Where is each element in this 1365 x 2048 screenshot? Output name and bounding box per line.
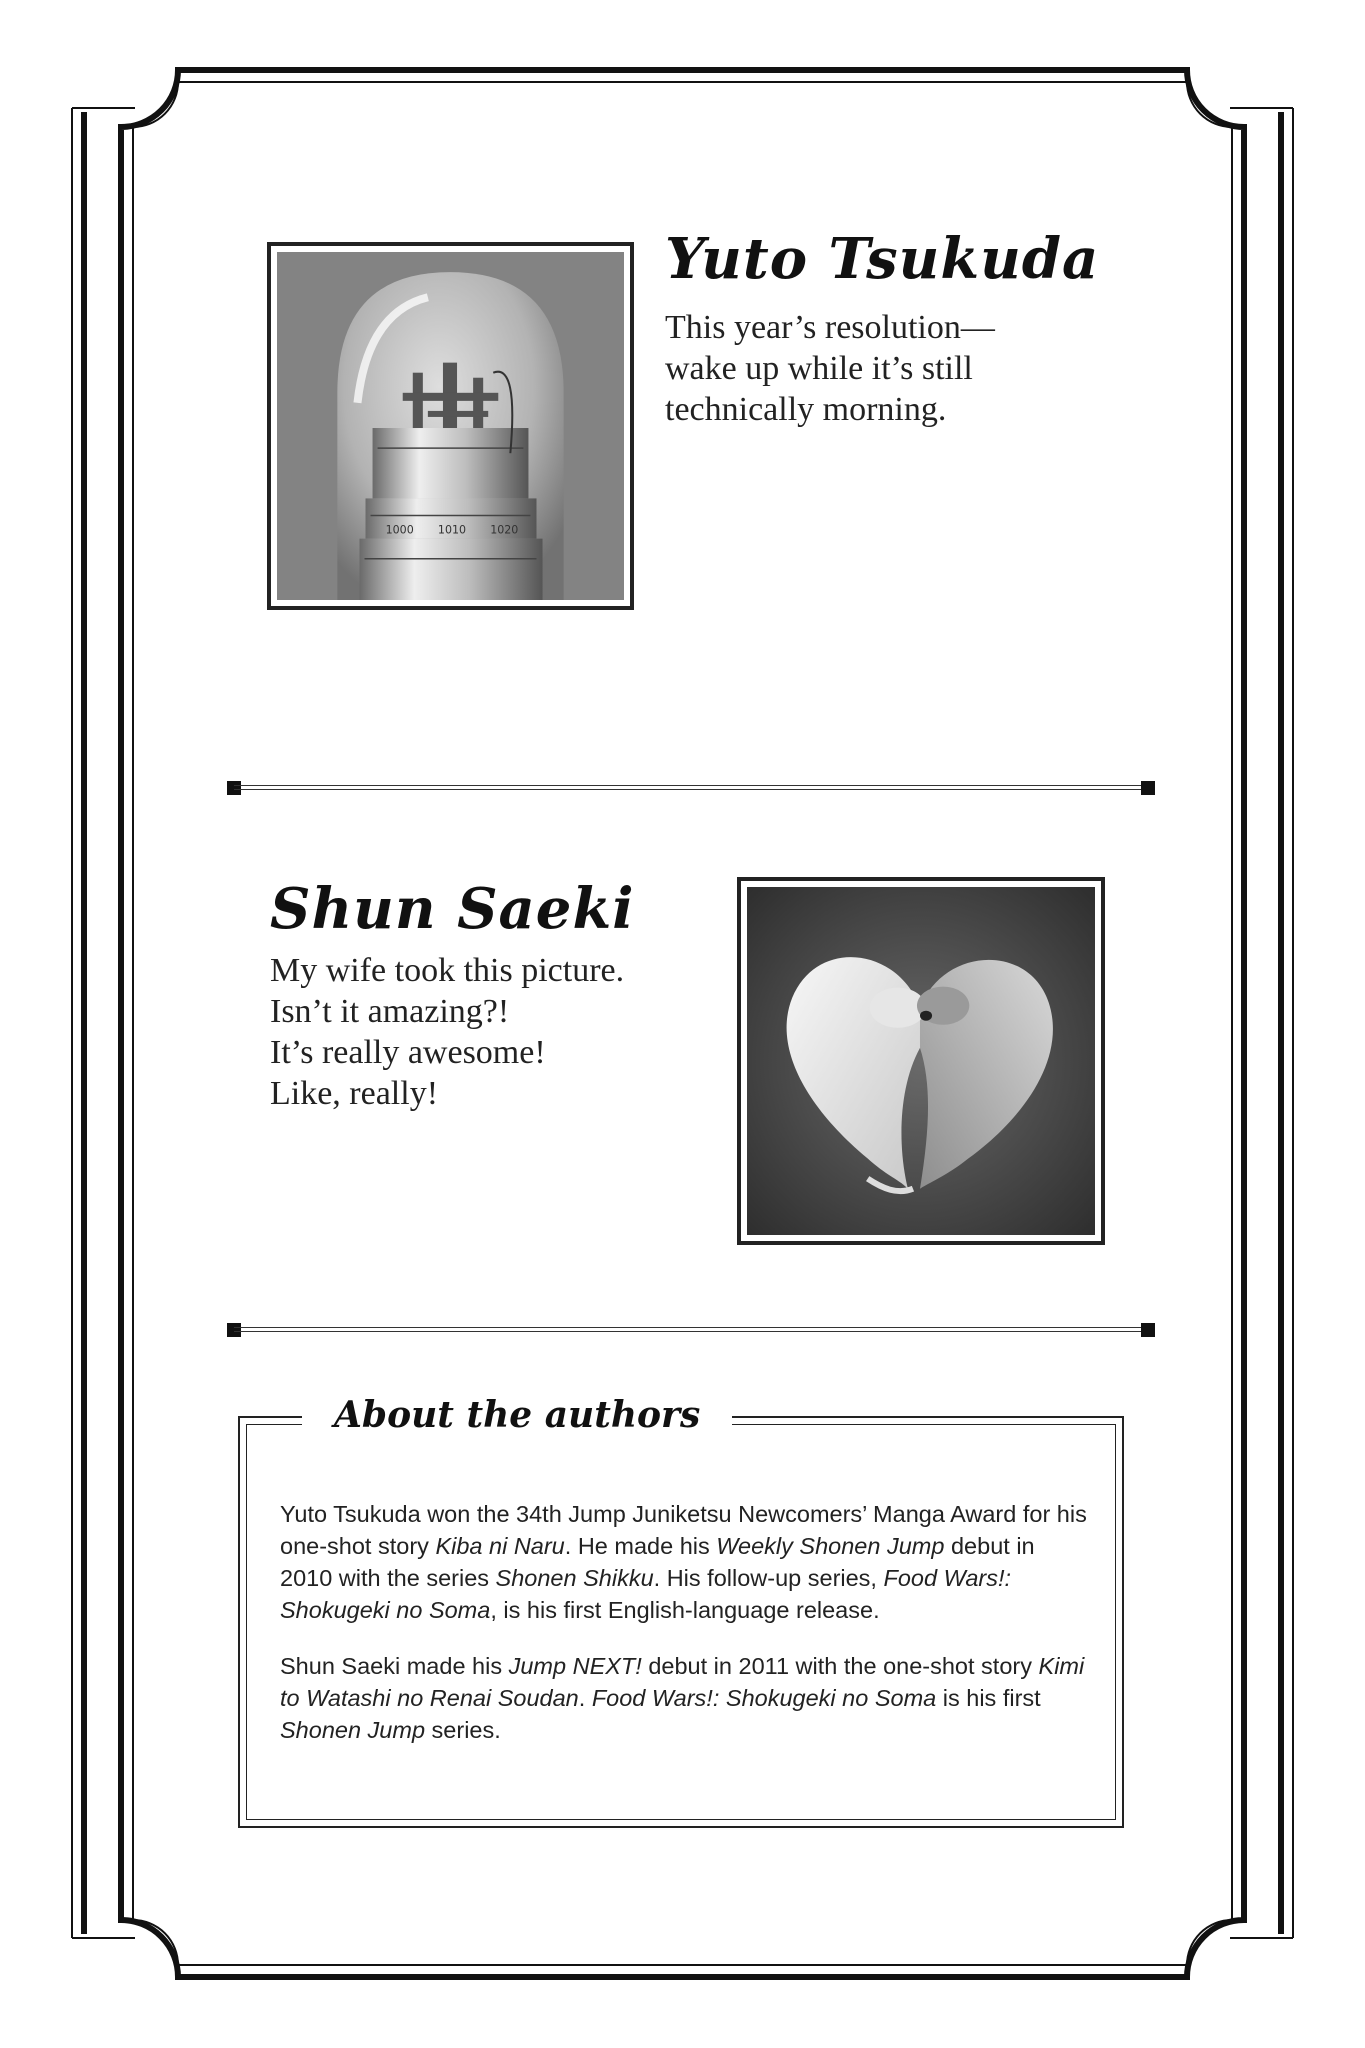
- italic-title-text: Food Wars!: Shokugeki no Soma: [591, 1685, 937, 1711]
- dial-label-1000: 1000: [385, 523, 414, 537]
- body-text: Yuto Tsukuda won the 34th Jump Juniketsu Newcomers’ Manga Award for his one-shot story: [280, 1501, 1087, 1559]
- italic-title-text: Jump NEXT!: [508, 1653, 642, 1679]
- divider-line: [234, 1327, 1148, 1332]
- quote-line: It’s really awesome!: [270, 1034, 546, 1071]
- dial-label-1020: 1020: [490, 523, 519, 537]
- heart-shaped-ferrets-image: [747, 887, 1095, 1235]
- body-text: . He made his: [564, 1533, 717, 1559]
- about-authors-title: About the authors: [302, 1394, 732, 1436]
- glass-dome-clock-image: [277, 252, 624, 600]
- divider-endpoint: [1141, 781, 1155, 795]
- quote-line: Like, really!: [270, 1075, 439, 1112]
- body-text: debut in 2010 with the series: [280, 1533, 1035, 1591]
- body-text: series.: [425, 1717, 501, 1743]
- quote-line: technically morning.: [665, 391, 947, 428]
- divider-line: [234, 785, 1148, 790]
- about-paragraph: [280, 1498, 1090, 1626]
- body-text: .: [578, 1685, 592, 1711]
- author-name-shun-saeki: Shun Saeki: [270, 876, 635, 942]
- author-quote-shun-saeki: [270, 950, 624, 1114]
- quote-line: Isn’t it amazing?!: [270, 993, 510, 1030]
- quote-line: wake up while it’s still: [665, 350, 973, 387]
- section-divider: [227, 781, 1155, 795]
- quote-line: My wife took this picture.: [270, 952, 625, 989]
- body-text: is his first: [936, 1685, 1041, 1711]
- italic-title-text: Shonen Jump: [280, 1717, 426, 1743]
- section-divider: [227, 1323, 1155, 1337]
- about-paragraph: [280, 1650, 1090, 1746]
- italic-title-text: Kimi to Watashi no Renai Soudan: [280, 1653, 1085, 1711]
- ferrets-photo: [737, 877, 1105, 1245]
- about-authors-text: [280, 1498, 1090, 1770]
- italic-title-text: Food Wars!: Shokugeki no Soma: [280, 1565, 1012, 1623]
- italic-title-text: Kiba ni Naru: [435, 1533, 565, 1559]
- author-quote-yuto-tsukuda: [665, 307, 995, 430]
- quote-line: This year’s resolution—: [665, 309, 995, 346]
- author-name-yuto-tsukuda: Yuto Tsukuda: [665, 226, 1100, 292]
- clock-photo: [267, 242, 634, 610]
- dial-label-1010: 1010: [437, 523, 467, 537]
- body-text: debut in 2011 with the one-shot story: [641, 1653, 1039, 1679]
- italic-title-text: Shonen Shikku: [495, 1565, 654, 1591]
- body-text: , is his first English-language release.: [490, 1597, 880, 1623]
- divider-endpoint: [1141, 1323, 1155, 1337]
- italic-title-text: Weekly Shonen Jump: [716, 1533, 945, 1559]
- body-text: . His follow-up series,: [653, 1565, 884, 1591]
- body-text: Shun Saeki made his: [280, 1653, 509, 1679]
